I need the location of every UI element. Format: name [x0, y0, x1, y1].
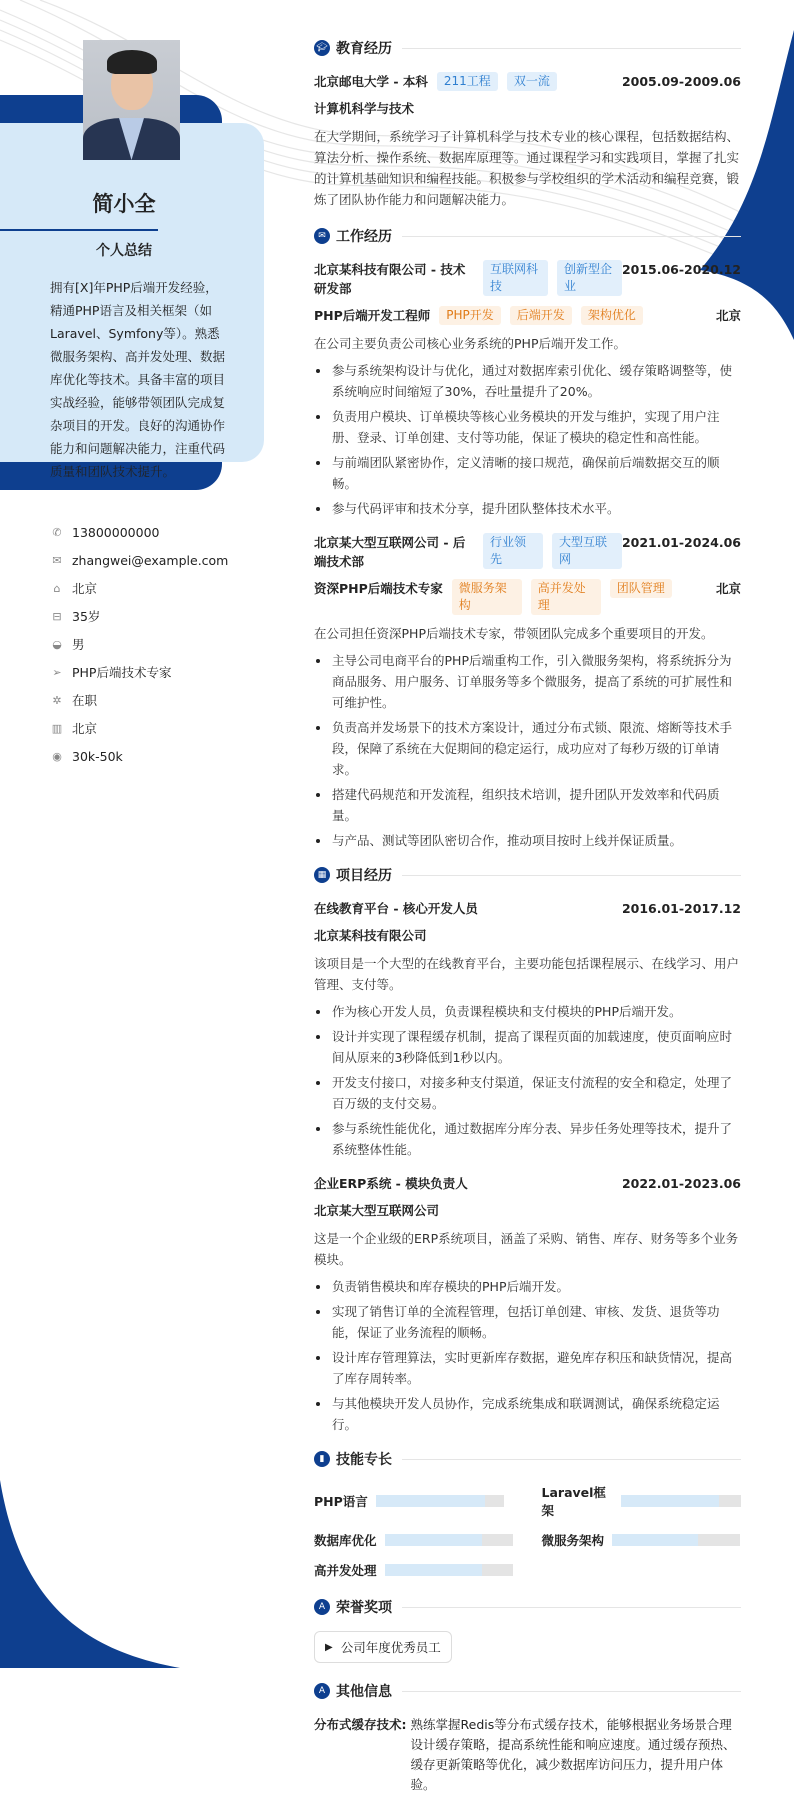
contact-item [50, 574, 228, 602]
phone-icon: ✆ [52, 525, 62, 539]
avatar-photo [83, 40, 180, 160]
skill-bar [612, 1534, 740, 1546]
section-title: 教育经历 [336, 41, 392, 57]
skill-bar [376, 1495, 504, 1507]
skill-tag: 后端开发 [510, 306, 572, 325]
skill-name: 微服务架构 [541, 1533, 605, 1548]
contact-item [50, 518, 228, 546]
skill-tag: 微服务架构 [452, 579, 522, 615]
skill-name: 高并发处理 [314, 1563, 377, 1578]
contact-text: zhangwei@example.com [72, 552, 229, 568]
skill-bar-fill [385, 1534, 482, 1546]
skill-tag: 架构优化 [581, 306, 643, 325]
job-bullet: 与前端团队紧密协作，定义清晰的接口规范，确保前后端数据交互的顺畅。 [314, 452, 741, 494]
contact-text: 男 [72, 637, 85, 652]
project-name: 在线教育平台 - 核心开发人员 [314, 901, 478, 916]
skill-item [314, 1531, 514, 1549]
contact-list [50, 518, 228, 770]
skill-item [314, 1483, 514, 1519]
tag: 双一流 [507, 72, 557, 91]
summary-title: 个人总结 [96, 243, 152, 259]
section-title: 技能专长 [336, 1452, 392, 1468]
section-title: 项目经历 [336, 868, 392, 884]
section-title: 工作经历 [336, 229, 392, 245]
bar-chart-icon: ▮ [314, 1451, 330, 1467]
tag: 创新型企业 [557, 260, 622, 296]
caret-right-icon: ▶ [325, 1641, 333, 1653]
contact-item [50, 686, 228, 714]
contact-text: 35岁 [72, 609, 101, 624]
grid-icon: ▦ [314, 867, 330, 883]
job-bullet: 与产品、测试等团队密切合作，推动项目按时上线并保证质量。 [314, 830, 741, 851]
major: 计算机科学与技术 [314, 101, 415, 116]
skill-name: 数据库优化 [314, 1533, 377, 1548]
job-bullet: 参与代码评审和技术分享，提升团队整体技术水平。 [314, 498, 741, 519]
skill-tag: 团队管理 [610, 579, 672, 598]
skill-tag: 高并发处理 [531, 579, 601, 615]
tag: 互联网科技 [483, 260, 548, 296]
status-icon: ✲ [52, 693, 62, 707]
skill-bar [621, 1495, 741, 1507]
school-name: 北京邮电大学 - 本科 [314, 74, 428, 89]
contact-text: 在职 [72, 693, 98, 708]
contact-item [50, 742, 228, 770]
contact-text: 30k-50k [72, 748, 123, 764]
skill-item [542, 1483, 742, 1519]
education-row [314, 72, 741, 91]
send-icon: ➢ [52, 665, 62, 679]
job-date: 2021.01-2024.06 [621, 535, 741, 550]
main-column [314, 38, 741, 1795]
contact-text: 北京 [72, 581, 98, 596]
gender-icon: ◒ [52, 637, 62, 651]
job-bullet: 参与系统架构设计与优化，通过对数据库索引优化、缓存策略调整等，使系统响应时间缩短了30%，吞吐量提升了20%。 [314, 360, 741, 402]
contact-item [50, 658, 228, 686]
skill-item [314, 1561, 514, 1579]
award-icon: A [314, 1599, 330, 1615]
job-desc: 在公司担任资深PHP后端技术专家，带领团队完成多个重要项目的开发。 [314, 626, 714, 641]
skill-bar [385, 1534, 513, 1546]
job-bullet: 主导公司电商平台的PHP后端重构工作，引入微服务架构，将系统拆分为商品服务、用户服务、订单服务等多个微服务，提高了系统的可扩展性和可维护性。 [314, 650, 741, 713]
candidate-name: 简小全 [92, 192, 156, 216]
tag: 211工程 [437, 72, 498, 91]
job-role: PHP后端开发工程师 [314, 308, 431, 323]
info-icon: A [314, 1683, 330, 1699]
other-value: 熟练掌握Redis等分布式缓存技术，能够根据业务场景合理设计缓存策略，提高系统性能和响应速度。通过缓存预热、缓存更新策略等优化，减少数据库访问压力，提升用户体验。 [410, 1717, 736, 1792]
project-company: 北京某科技有限公司 [314, 928, 427, 943]
skill-bar-fill [621, 1495, 719, 1507]
section-other [314, 1681, 741, 1701]
section-title: 其他信息 [336, 1684, 392, 1700]
project-bullet: 实现了销售订单的全流程管理，包括订单创建、审核、发货、退货等功能，保证了业务流程的顺畅。 [314, 1301, 741, 1343]
job-entry [314, 260, 741, 519]
section-work [314, 226, 741, 246]
job-desc: 在公司主要负责公司核心业务系统的PHP后端开发工作。 [314, 336, 626, 351]
project-date: 2016.01-2017.12 [621, 901, 741, 916]
tag: 行业领先 [483, 533, 543, 569]
other-item [314, 1715, 741, 1795]
skill-bar-fill [376, 1495, 485, 1507]
skill-item [542, 1531, 742, 1549]
mail-icon: ✉ [52, 553, 62, 567]
section-projects [314, 865, 741, 885]
graduation-cap-icon: 🎓︎ [314, 40, 330, 56]
job-bullet: 负责用户模块、订单模块等核心业务模块的开发与维护，实现了用户注册、登录、订单创建、支付等功能，保证了模块的稳定性和高性能。 [314, 406, 741, 448]
project-bullet: 设计库存管理算法，实时更新库存数据，避免库存积压和缺货情况，提高了库存周转率。 [314, 1347, 741, 1389]
job-date: 2015.06-2020.12 [621, 262, 741, 277]
other-key: 分布式缓存技术: [314, 1717, 407, 1732]
contact-item [50, 546, 228, 574]
contact-text: 13800000000 [72, 524, 160, 540]
project-bullet: 设计并实现了课程缓存机制，提高了课程页面的加载速度，使页面响应时间从原来的3秒降低到1秒以内。 [314, 1026, 741, 1068]
project-bullet: 与其他模块开发人员协作，完成系统集成和联调测试，确保系统稳定运行。 [314, 1393, 741, 1435]
education-desc: 在大学期间，系统学习了计算机科学与技术专业的核心课程，包括数据结构、算法分析、操作系统、数据库原理等。通过课程学习和实践项目，掌握了扎实的计算机基础知识和编程技能。积极参与学校组织的学术活动和编程竞赛，锻炼了团队协作能力和问题解决能力。 [314, 129, 740, 207]
project-entry [314, 899, 741, 1160]
summary-text: 拥有[X]年PHP后端开发经验，精通PHP语言及相关框架（如Laravel、Symfony等）。熟悉微服务架构、高并发处理、数据库优化等技术。具备丰富的项目实战经验，能够带领团队完成复杂项目的开发。良好的沟通协作能力和问题解决能力，注重代码质量和团队技术提升。 [50, 280, 226, 479]
job-entry [314, 533, 741, 851]
job-role: 资深PHP后端技术专家 [314, 581, 443, 596]
job-city: 北京 [715, 581, 741, 596]
project-desc: 这是一个企业级的ERP系统项目，涵盖了采购、销售、库存、财务等多个业务模块。 [314, 1231, 739, 1267]
contact-text: 北京 [72, 721, 98, 736]
cake-icon: ⊟ [52, 609, 62, 623]
contact-item [50, 630, 228, 658]
project-company: 北京某大型互联网公司 [314, 1203, 440, 1218]
project-bullet: 开发支付接口，对接多种支付渠道，保证支付流程的安全和稳定，处理了百万级的支付交易。 [314, 1072, 741, 1114]
job-city: 北京 [715, 308, 741, 323]
award-item[interactable] [314, 1631, 452, 1663]
project-bullet: 作为核心开发人员，负责课程模块和支付模块的PHP后端开发。 [314, 1001, 741, 1022]
briefcase-icon: ✉ [314, 228, 330, 244]
award-label: 公司年度优秀员工 [340, 1640, 441, 1655]
skill-bar [385, 1564, 513, 1576]
project-entry [314, 1174, 741, 1435]
contact-item [50, 714, 228, 742]
name-divider [0, 229, 158, 231]
project-desc: 该项目是一个大型的在线教育平台，主要功能包括课程展示、在线学习、用户管理、支付等。 [314, 956, 740, 992]
skill-bar-fill [612, 1534, 698, 1546]
job-bullet: 负责高并发场景下的技术方案设计，通过分布式锁、限流、熔断等技术手段，保障了系统在大促期间的稳定运行，成功应对了每秒万级的订单请求。 [314, 717, 741, 780]
project-date: 2022.01-2023.06 [621, 1176, 741, 1191]
company: 北京某大型互联网公司 - 后端技术部 [314, 535, 466, 569]
job-bullet: 搭建代码规范和开发流程，组织技术培训，提升团队开发效率和代码质量。 [314, 784, 741, 826]
education-date: 2005.09-2009.06 [621, 74, 741, 89]
salary-icon: ◉ [52, 749, 62, 763]
building-icon: ▥ [51, 721, 63, 735]
skill-bar-fill [385, 1564, 482, 1576]
contact-item [50, 602, 228, 630]
project-bullet: 负责销售模块和库存模块的PHP后端开发。 [314, 1276, 741, 1297]
skill-name: Laravel框架 [541, 1485, 606, 1518]
tag: 大型互联网 [552, 533, 622, 569]
section-skills [314, 1449, 741, 1469]
project-bullet: 参与系统性能优化，通过数据库分库分表、异步任务处理等技术，提升了系统整体性能。 [314, 1118, 741, 1160]
section-title: 荣誉奖项 [336, 1600, 392, 1616]
section-awards [314, 1597, 741, 1617]
home-icon: ⌂ [53, 581, 61, 595]
project-name: 企业ERP系统 - 模块负责人 [314, 1176, 468, 1191]
skill-tag: PHP开发 [439, 306, 501, 325]
skill-name: PHP语言 [314, 1494, 368, 1509]
section-education [314, 38, 741, 58]
contact-text: PHP后端技术专家 [72, 665, 172, 680]
skills-grid [314, 1483, 741, 1579]
company: 北京某科技有限公司 - 技术研发部 [314, 262, 466, 296]
